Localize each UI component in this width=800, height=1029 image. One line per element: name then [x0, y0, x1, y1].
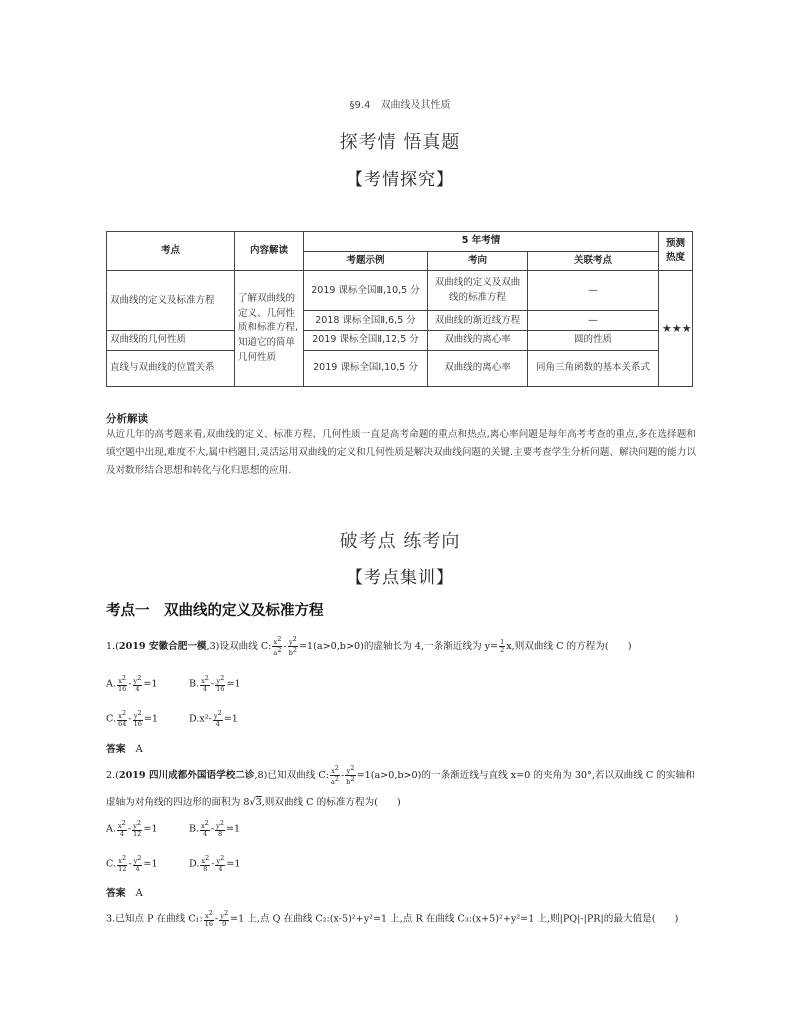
heading-exam-analysis: 探考情 悟真题 — [339, 132, 461, 153]
cell-kaoxiang-1: 双曲线的定义及双曲线的标准方程 — [428, 271, 528, 311]
cell-shili-3: 2019 课标全国Ⅱ,12,5 分 — [304, 331, 428, 351]
cell-kaodian-2: 双曲线的几何性质 — [107, 331, 235, 351]
cell-kaoxiang-3: 双曲线的离心率 — [428, 331, 528, 351]
heading-kaoqing: 【考情探究】 — [346, 170, 454, 190]
question-2-line-2: 虚轴为对角线的四边形的面积为 8√3,则双曲线 C 的标准方程为( ) — [106, 797, 401, 808]
analysis-title: 分析解读 — [106, 413, 148, 425]
cell-kaodian-1: 双曲线的定义及标准方程 — [107, 271, 235, 331]
th-5nian: 5 年考情 — [304, 232, 659, 252]
kaodian-1-title: 考点一 双曲线的定义及标准方程 — [106, 603, 324, 619]
question-3: 3.已知点 P 在曲线 C₁: $\frac{x^2}{16}$ - $\frac{y^2}{9}$ =1 上,点 Q 在曲线 C₂:(x-5)²+y²=1 上,点 R 在曲线 C₃:(x+5)²+y²=1 上,则|PQ|-|PR|的最大值是( ) — [106, 909, 679, 929]
q1-option-a[interactable]: A. $\frac{x^2}{16}$ - $\frac{y^2}{4}$ =1 — [106, 674, 158, 694]
cell-guanlian-2: — — [528, 311, 659, 331]
heading-kaodian-jixun: 【考点集训】 — [346, 568, 454, 588]
cell-shili-2: 2018 课标全国Ⅱ,6,5 分 — [304, 311, 428, 331]
cell-guanlian-1: — — [528, 271, 659, 311]
analysis-text: 从近几年的高考题来看,双曲线的定义、标准方程、几何性质一直是高考命题的重点和热点,离心率问题是每年高考考查的重点,多在选择题和填空题中出现,难度不大,属中档题目,灵活运用双曲线的定义和几何性质是解决双曲线问题的关键.主要考查学生分析问题、解决问题的能力以及对数形结合思想和转化与化归思想的应用. — [106, 429, 696, 476]
q1-end: x,则双曲线 C 的方程为( ) — [506, 641, 632, 653]
q1-option-b[interactable]: B. $\frac{x^2}{4}$ - $\frac{y^2}{16}$ =1 — [189, 674, 241, 694]
q2-option-c[interactable]: C. $\frac{x^2}{12}$ - $\frac{y^2}{4}$ =1 — [106, 854, 158, 874]
q2-option-d[interactable]: D. $\frac{x^2}{8}$ - $\frac{y^2}{4}$ =1 — [189, 854, 241, 874]
cell-guanlian-3: 圆的性质 — [528, 331, 659, 351]
th-neirong: 内容解读 — [235, 232, 304, 271]
q1-mid: =1(a>0,b>0)的虚轴长为 4,一条渐近线为 y= — [299, 641, 499, 653]
cell-neirong: 了解双曲线的定义、几何性质和标准方程,知道它的简单几何性质 — [235, 271, 304, 387]
cell-guanlian-4: 同角三角函数的基本关系式 — [528, 351, 659, 387]
question-1: 1.(2019 安徽合肥一模,3)设双曲线 C: $\frac{x^2}{a^2}$ - $\frac{y^2}{b^2}$ =1(a>0,b>0)的虚轴长为 4,一条渐近线为 y= $\frac{1}{2}$ x,则双曲线 C 的方程为( ) — [106, 635, 632, 658]
cell-shili-4: 2019 课标全国Ⅰ,10,5 分 — [304, 351, 428, 387]
cell-shili-1: 2019 课标全国Ⅲ,10,5 分 — [304, 271, 428, 311]
q1-option-d[interactable]: D.x²- $\frac{y^2}{4}$ =1 — [189, 709, 238, 729]
q1-option-c[interactable]: C. $\frac{x^2}{64}$ - $\frac{y^2}{16}$ =1 — [106, 709, 159, 729]
section-number: §9.4 双曲线及其性质 — [349, 100, 451, 111]
th-guanlian: 关联考点 — [528, 251, 659, 271]
q2-option-a[interactable]: A. $\frac{x^2}{4}$ - $\frac{y^2}{12}$ =1 — [106, 819, 158, 839]
th-kaodian: 考点 — [107, 232, 235, 271]
q2-option-b[interactable]: B. $\frac{x^2}{4}$ - $\frac{y^2}{8}$ =1 — [189, 819, 241, 839]
q2-source: 2019 四川成都外国语学校二诊 — [118, 770, 255, 782]
q1-num: 1.( — [106, 641, 119, 653]
q1-tail: ,3)设双曲线 C: — [206, 641, 272, 653]
question-2: 2.(2019 四川成都外国语学校二诊,8)已知双曲线 C: $\frac{x^2}{a^2}$ - $\frac{y^2}{b^2}$ =1(a>0,b>0)的一条渐近线与直线 x=0 的夹角为 30°,若以双曲线 C 的实轴和 — [106, 764, 695, 787]
q2-answer: 答案 A — [106, 888, 143, 899]
cell-redu: ★★★ — [659, 271, 693, 387]
th-shili: 考题示例 — [304, 251, 428, 271]
th-kaoxiang: 考向 — [428, 251, 528, 271]
exam-info-table — [106, 231, 693, 387]
th-yuce: 预测热度 — [659, 232, 693, 271]
cell-kaoxiang-2: 双曲线的渐近线方程 — [428, 311, 528, 331]
heading-practice: 破考点 练考向 — [339, 531, 461, 552]
q1-source: 2019 安徽合肥一模 — [118, 641, 207, 653]
cell-kaodian-3: 直线与双曲线的位置关系 — [107, 351, 235, 387]
cell-kaoxiang-4: 双曲线的离心率 — [428, 351, 528, 387]
q1-answer: 答案 A — [106, 744, 143, 755]
